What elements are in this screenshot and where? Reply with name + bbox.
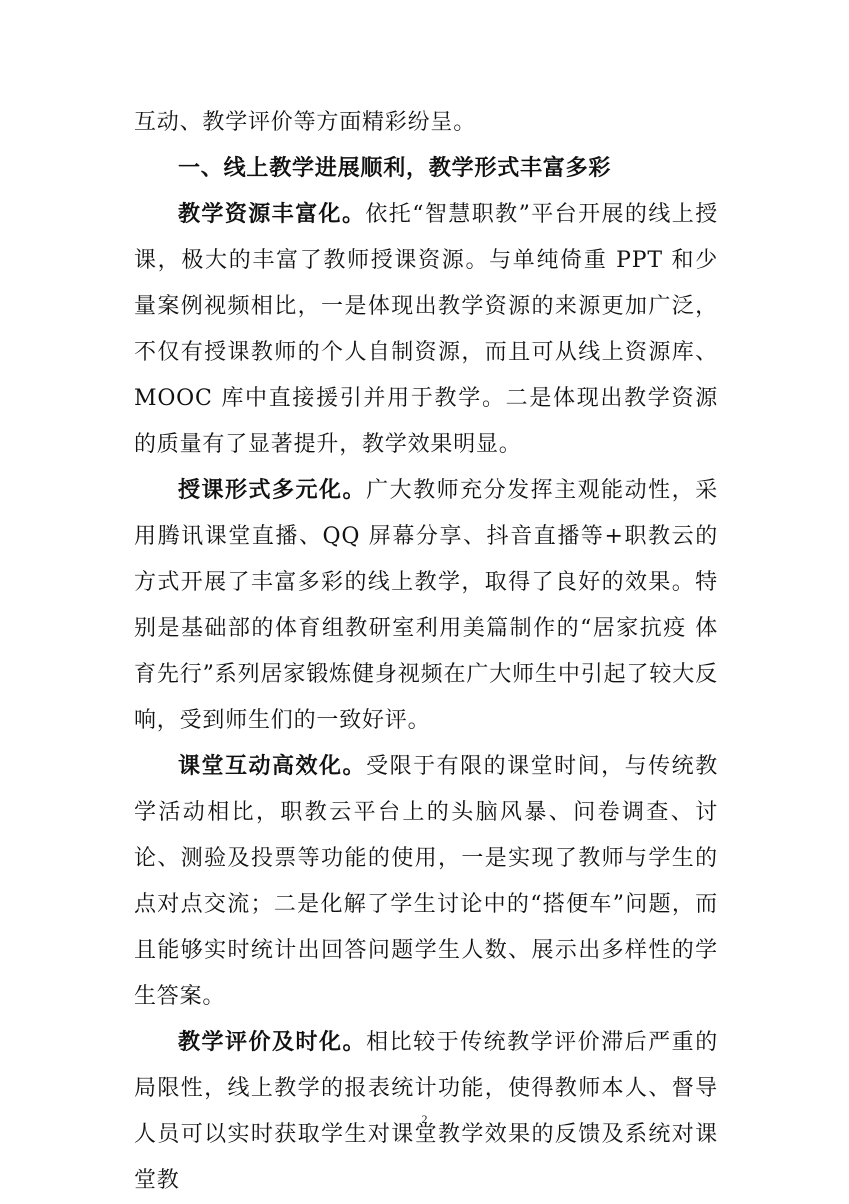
paragraph-lead: 教学资源丰富化。 <box>178 202 366 227</box>
paragraph-lead: 教学评价及时化。 <box>178 1030 367 1055</box>
paragraph-lead: 课堂互动高效化。 <box>178 754 367 779</box>
paragraph-text: 受限于有限的课堂时间，与传统教学活动相比，职教云平台上的头脑风暴、问卷调查、讨论、测验及投票等功能的使用，一是实现了教师与学生的点对点交流；二是化解了学生讨论中的“搭便车”问题，而且能够实时统计出回答问题学生人数、展示出多样性的学生答案。 <box>134 754 718 1009</box>
paragraph-text: 依托“智慧职教”平台开展的线上授课，极大的丰富了教师授课资源。与单纯倚重 PPT 和少量案例视频相比，一是体现出教学资源的来源更加广泛，不仅有授课教师的个人自制资源，而且可从线上资源库、MOOC 库中直接援引并用于教学。二是体现出教学资源的质量有了显著提升，教学效果明显。 <box>134 202 718 457</box>
paragraph-teaching-forms <box>134 468 718 744</box>
page-number: 2 <box>421 1112 428 1126</box>
continuation-paragraph: 互动、教学评价等方面精彩纷呈。 <box>134 110 477 135</box>
paragraph-classroom-interaction <box>134 744 718 1020</box>
paragraph-text: 广大教师充分发挥主观能动性，采用腾讯课堂直播、QQ 屏幕分享、抖音直播等+职教云的方式开展了丰富多彩的线上教学，取得了良好的效果。特别是基础部的体育组教研室利用美篇制作的“居家抗疫 体育先行”系列居家锻炼健身视频在广大师生中引起了较大反响，受到师生们的一致好评。 <box>134 478 718 733</box>
section-heading: 一、线上教学进展顺利，教学形式丰富多彩 <box>178 156 612 181</box>
paragraph-lead: 授课形式多元化。 <box>178 478 367 503</box>
paragraph-text: 相比较于传统教学评价滞后严重的局限性，线上教学的报表统计功能，使得教师本人、督导人员可以实时获取学生对课堂教学效果的反馈及系统对课堂教 <box>134 1030 718 1193</box>
document-body <box>134 100 718 1204</box>
paragraph-teaching-resources <box>134 192 718 468</box>
